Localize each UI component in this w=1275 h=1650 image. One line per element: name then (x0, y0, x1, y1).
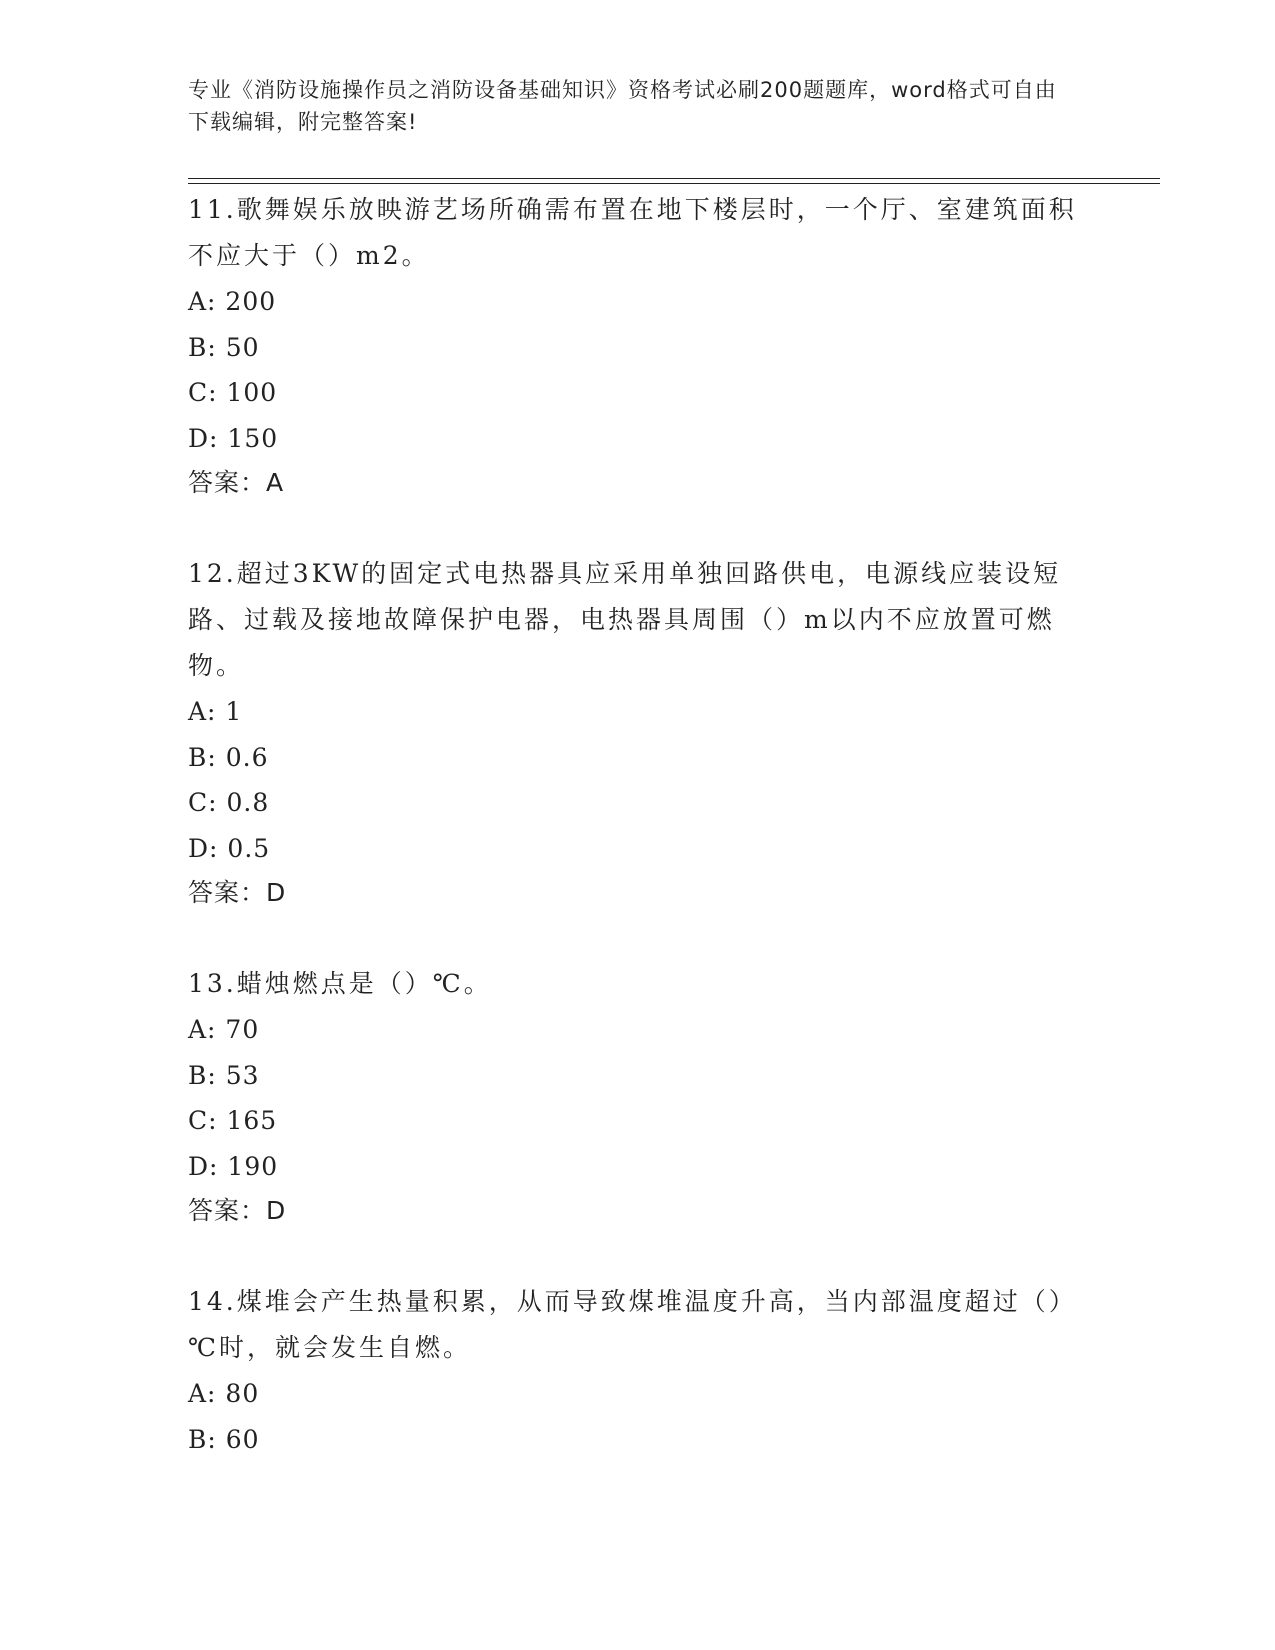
option-d: D: 190 (188, 1151, 279, 1181)
option-a: A: 1 (188, 697, 243, 726)
question-14 (188, 1279, 1088, 1462)
question-11 (188, 187, 1088, 505)
option-b: B: 50 (188, 332, 260, 362)
question-list (188, 187, 1088, 1508)
option-b: B: 0.6 (188, 742, 269, 772)
question-13 (188, 961, 1088, 1233)
question-text: 11.歌舞娱乐放映游艺场所确需布置在地下楼层时，一个厅、室建筑面积不应大于（）m2。 (188, 195, 1077, 270)
option-c: C: 100 (188, 378, 278, 407)
option-a: A: 70 (188, 1015, 260, 1044)
answer: 答案：D (188, 878, 287, 907)
option-d: D: 0.5 (188, 833, 271, 863)
question-text: 13.蜡烛燃点是（）℃。 (188, 969, 492, 998)
question-text: 12.超过3KW的固定式电热器具应采用单独回路供电，电源线应装设短路、过载及接地故障保护电器，电热器具周围（）m以内不应放置可燃物。 (188, 559, 1062, 680)
option-d: D: 150 (188, 423, 279, 453)
header-divider-top (188, 178, 1160, 179)
document-header: 专业《消防设施操作员之消防设备基础知识》资格考试必刷200题题库，word格式可自由下载编辑，附完整答案! (188, 78, 1057, 134)
option-c: C: 0.8 (188, 788, 270, 817)
option-c: C: 165 (188, 1106, 278, 1135)
option-a: A: 200 (188, 287, 277, 316)
answer: 答案：A (188, 468, 285, 497)
question-12 (188, 551, 1088, 915)
option-b: B: 53 (188, 1060, 260, 1090)
question-text: 14.煤堆会产生热量积累，从而导致煤堆温度升高，当内部温度超过（）℃时，就会发生自燃。 (188, 1287, 1077, 1362)
option-b: B: 60 (188, 1424, 260, 1454)
answer: 答案：D (188, 1196, 287, 1225)
header-divider-bottom (188, 183, 1160, 184)
option-a: A: 80 (188, 1379, 260, 1408)
